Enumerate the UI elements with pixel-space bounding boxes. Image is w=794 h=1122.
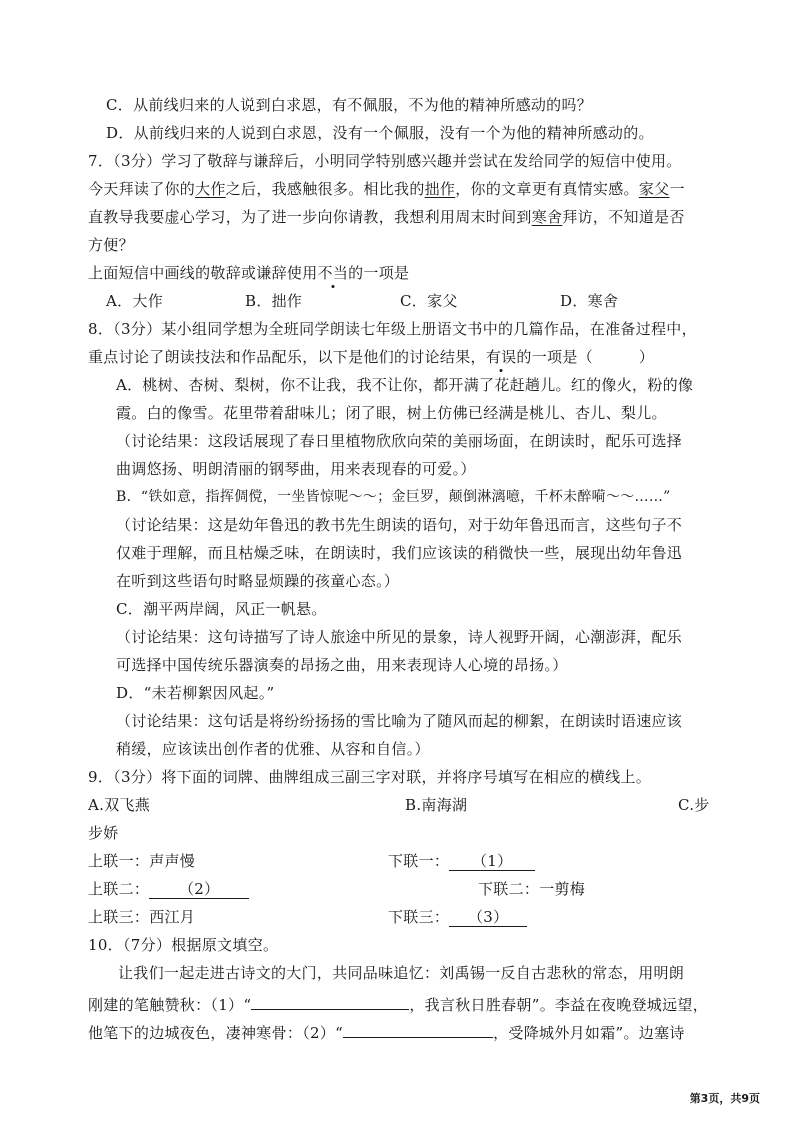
q9-upper-couplet-2: [88, 879, 249, 901]
q10-paragraph-line-1: 让我们一起走进古诗文的大门，共同品味追忆：刘禹锡一反自古悲秋的常态，用明朗: [118, 964, 685, 982]
q10-stem: 10．（7分）根据原文填空。: [88, 936, 279, 954]
q9-option-b: B.南海湖: [405, 796, 468, 814]
q8-option-a-result-2: 曲调悠扬、明朗清丽的钢琴曲，用来表现春的可爱。）: [116, 460, 476, 478]
q10-paragraph-line-3: [88, 1019, 685, 1041]
q9-upper-couplet-3: 上联三：西江月: [88, 908, 196, 926]
text-span: 刚建的笔触赞秋：（1）“: [88, 996, 252, 1014]
q9-option-a: A.双飞燕: [88, 796, 151, 814]
q7-option-c: C．家父: [400, 292, 458, 310]
q8-stem-line-1: 8．（3分）某小组同学想为全班同学朗读七年级上册语文书中的几篇作品，在准备过程中，: [88, 320, 697, 338]
answer-blank-3[interactable]: （3）: [449, 908, 527, 927]
text-span: 下联三：: [388, 908, 450, 926]
q7-option-b: B．拙作: [245, 292, 303, 310]
text-span: 一: [669, 180, 685, 198]
q9-lower-couplet-2: 下联二：一剪梅: [478, 880, 586, 898]
text-span: 直教导我要虚心学习，为了进一步向你请教，我想利用周末时间到: [88, 208, 532, 226]
answer-blank-1[interactable]: （1）: [449, 852, 535, 871]
q8-option-b-result-3: 在听到这些语句时略显烦躁的孩童心态。）: [116, 572, 400, 590]
q9-lower-couplet-1: [388, 851, 535, 873]
emphasis-dotted-text: 不当: [317, 264, 349, 282]
text-span: 下联一：: [388, 852, 450, 870]
underlined-term-hanshe: 寒舍: [531, 208, 563, 226]
text-span: ，我言秋日胜春朝”。李益在夜晚登城远望，: [409, 996, 708, 1014]
q7-stem: 7．（3分）学习了敬辞与谦辞后，小明同学特别感兴趣并尝试在发给同学的短信中使用。: [88, 152, 682, 170]
answer-blank-2[interactable]: （2）: [149, 880, 249, 899]
text-span: 的一项是（ ）: [516, 348, 655, 366]
q7-message-line-2: [88, 207, 685, 229]
q9-upper-couplet-1: 上联一：声声慢: [88, 852, 196, 870]
text-span: 今天拜读了你的: [88, 180, 196, 198]
q7-option-d: D．寒舍: [560, 292, 619, 310]
q8-option-c-line-1: C．潮平两岸阔，风正一帆悬。: [116, 600, 327, 618]
q7-question: [88, 263, 409, 285]
emphasis-dotted-text: 有误: [485, 348, 517, 366]
q9-lower-couplet-3: [388, 907, 527, 929]
underlined-term-zhuozuo: 拙作: [424, 180, 456, 198]
q7-message-line-1: [88, 179, 685, 201]
text-span: 拜访，不知道是否: [562, 208, 685, 226]
underlined-term-jiafu: 家父: [638, 180, 670, 198]
text-span: ，你的文章更有真情实感。: [455, 180, 639, 198]
text-span: ，受降城外月如霜”。边塞诗: [493, 1024, 685, 1042]
fill-blank-1[interactable]: [251, 991, 409, 1010]
q8-option-a-line-2: 霞。白的像雪。花里带着甜味儿；闭了眼，树上仿佛已经满是桃儿、杏儿、梨儿。: [116, 404, 667, 422]
q8-option-d-line-1: D．“未若柳絮因风起。”: [116, 684, 275, 702]
q6-option-d: D．从前线归来的人说到白求恩，没有一个佩服，没有一个为他的精神所感动的。: [106, 124, 654, 142]
page-number: 第3页，共9页: [689, 1092, 760, 1105]
q8-option-b-result-2: 仅难于理解，而且枯燥乏味，在朗读时，我们应该读的稍微快一些，展现出幼年鲁迅: [116, 544, 683, 562]
text-span: 的一项是: [348, 264, 410, 282]
underlined-term-dazuo: 大作: [195, 180, 226, 198]
q9-option-c-cont: 步娇: [88, 824, 119, 842]
text-span: 他笔下的边城夜色，凄神寒骨：（2）“: [88, 1024, 344, 1042]
q8-option-b-result-1: （讨论结果：这是幼年鲁迅的教书先生朗读的语句，对于幼年鲁迅而言，这些句子不: [116, 516, 683, 534]
text-span: 上联二：: [88, 880, 150, 898]
q8-option-b-line-1: B．“铁如意，指挥倜傥，一坐皆惊呢～～；金巨罗，颠倒淋漓噫，千杯未醉嗬～～……”: [116, 489, 671, 505]
q7-message-line-3: 方便？: [88, 236, 134, 254]
q10-paragraph-line-2: [88, 991, 708, 1013]
q8-option-c-result-2: 可选择中国传统乐器演奏的昂扬之曲，用来表现诗人心境的昂扬。）: [116, 656, 568, 674]
text-span: 之后，我感触很多。相比我的: [225, 180, 425, 198]
q8-option-d-result-2: 稍缓，应该读出创作者的优雅、从容和自信。）: [116, 740, 430, 758]
q9-stem: 9．（3分）将下面的词牌、曲牌组成三副三字对联，并将序号填写在相应的横线上。: [88, 768, 651, 786]
text-span: 上面短信中画线的敬辞或谦辞使用: [88, 264, 318, 282]
q8-stem-line-2: [88, 347, 654, 369]
q8-option-a-result-1: （讨论结果：这段话展现了春日里植物欣欣向荣的美丽场面，在朗读时，配乐可选择: [116, 432, 683, 450]
q8-option-a-line-1: A．桃树、杏树、梨树，你不让我，我不让你，都开满了花赶趟儿。红的像火，粉的像: [116, 376, 694, 394]
fill-blank-2[interactable]: [343, 1019, 493, 1038]
q8-option-d-result-1: （讨论结果：这句话是将纷纷扬扬的雪比喻为了随风而起的柳絮，在朗读时语速应该: [116, 712, 683, 730]
q7-option-a: A．大作: [106, 292, 164, 310]
text-span: 重点讨论了朗读技法和作品配乐，以下是他们的讨论结果，: [88, 348, 486, 366]
q9-option-c: C.步: [678, 796, 710, 814]
q8-option-c-result-1: （讨论结果：这句诗描写了诗人旅途中所见的景象，诗人视野开阔，心潮澎湃，配乐: [116, 628, 683, 646]
q6-option-c: C．从前线归来的人说到白求恩，有不佩服，不为他的精神所感动的吗？: [106, 96, 593, 114]
